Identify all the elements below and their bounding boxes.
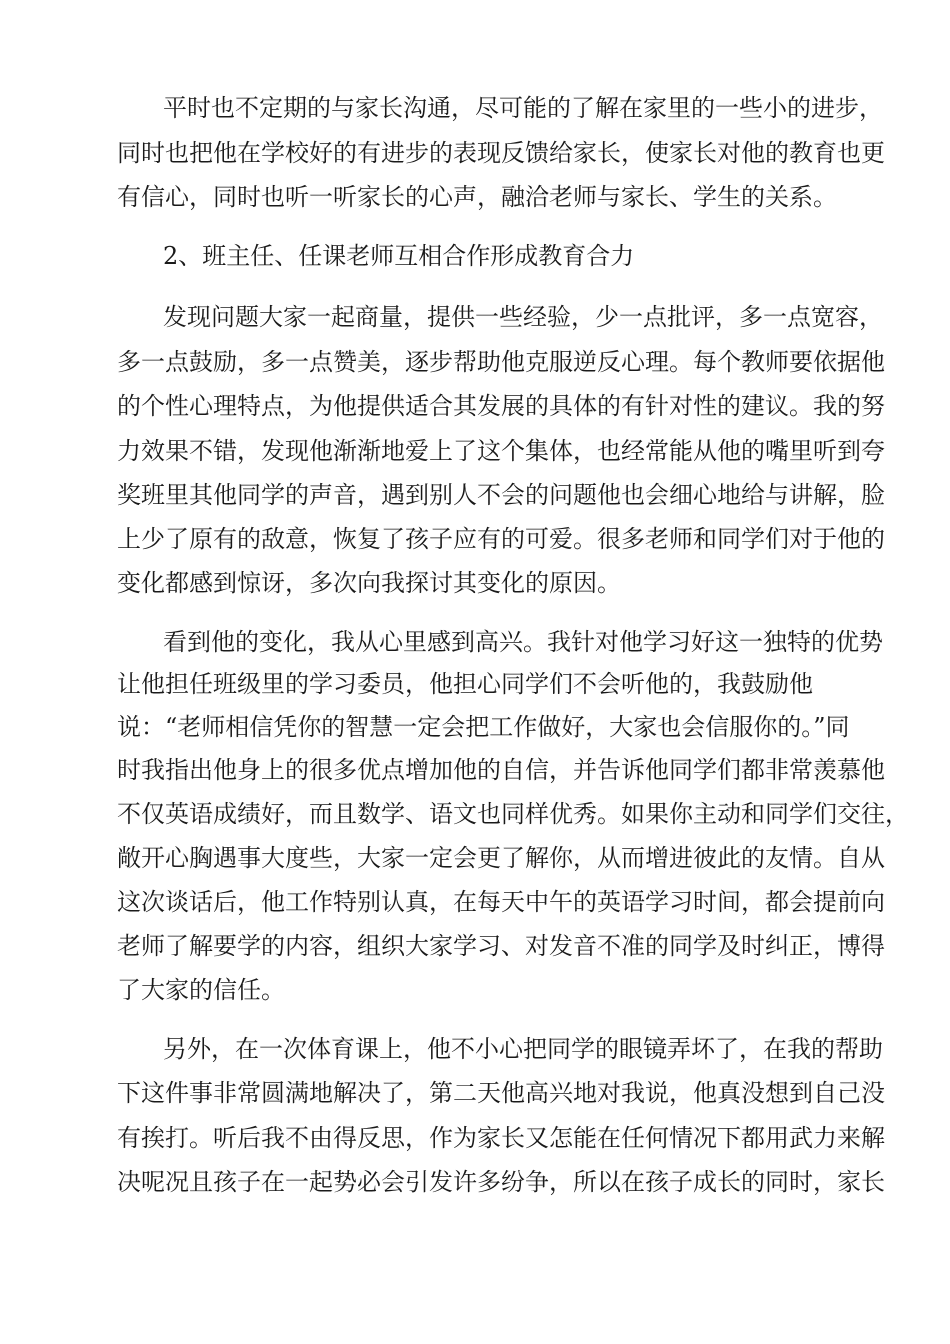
text-line: 奖班里其他同学的声音，遇到别人不会的问题他也会细心地给与讲解，脸 <box>117 481 885 509</box>
text-line: 下这件事非常圆满地解决了，第二天他高兴地对我说，他真没想到自己没 <box>117 1079 885 1107</box>
text-line: 不仅英语成绩好，而且数学、语文也同样优秀。如果你主动和同学们交往， <box>117 800 909 828</box>
text-line: 力效果不错，发现他渐渐地爱上了这个集体，也经常能从他的嘴里听到夸 <box>117 437 885 465</box>
text-line: 敞开心胸遇事大度些，大家一定会更了解你，从而增进彼此的友情。自从 <box>117 844 885 872</box>
text-line: 发现问题大家一起商量，提供一些经验，少一点批评，多一点宽容， <box>163 303 883 331</box>
text-line: 有挨打。听后我不由得反思，作为家长又怎能在任何情况下都用武力来解 <box>117 1124 885 1152</box>
text-line: 了大家的信任。 <box>117 976 285 1004</box>
text-line: 同时也把他在学校好的有进步的表现反馈给家长，使家长对他的教育也更 <box>117 139 885 167</box>
text-line: 平时也不定期的与家长沟通，尽可能的了解在家里的一些小的进步， <box>163 94 883 122</box>
text-line: 决呢况且孩子在一起势必会引发许多纷争，所以在孩子成长的同时，家长 <box>117 1168 885 1196</box>
text-line: 说：“老师相信凭你的智慧一定会把工作做好，大家也会信服你的。”同 <box>117 713 850 741</box>
text-line: 另外，在一次体育课上，他不小心把同学的眼镜弄坏了，在我的帮助 <box>163 1035 883 1063</box>
section-heading: 2、班主任、任课老师互相合作形成教育合力 <box>163 242 635 270</box>
text-line: 让他担任班级里的学习委员，他担心同学们不会听他的，我鼓励他 <box>117 670 813 698</box>
text-line: 老师了解要学的内容，组织大家学习、对发音不准的同学及时纠正，博得 <box>117 932 885 960</box>
text-line: 多一点鼓励，多一点赞美，逐步帮助他克服逆反心理。每个教师要依据他 <box>117 348 885 376</box>
text-line: 变化都感到惊讶，多次向我探讨其变化的原因。 <box>117 569 621 597</box>
text-line: 时我指出他身上的很多优点增加他的自信，并告诉他同学们都非常羡慕他 <box>117 756 885 784</box>
text-line: 看到他的变化，我从心里感到高兴。我针对他学习好这一独特的优势 <box>163 628 883 656</box>
text-line: 有信心，同时也听一听家长的心声，融洽老师与家长、学生的关系。 <box>117 183 837 211</box>
text-line: 的个性心理特点，为他提供适合其发展的具体的有针对性的建议。我的努 <box>117 392 885 420</box>
text-line: 这次谈话后，他工作特别认真，在每天中午的英语学习时间，都会提前向 <box>117 888 885 916</box>
text-line: 上少了原有的敌意，恢复了孩子应有的可爱。很多老师和同学们对于他的 <box>117 525 885 553</box>
